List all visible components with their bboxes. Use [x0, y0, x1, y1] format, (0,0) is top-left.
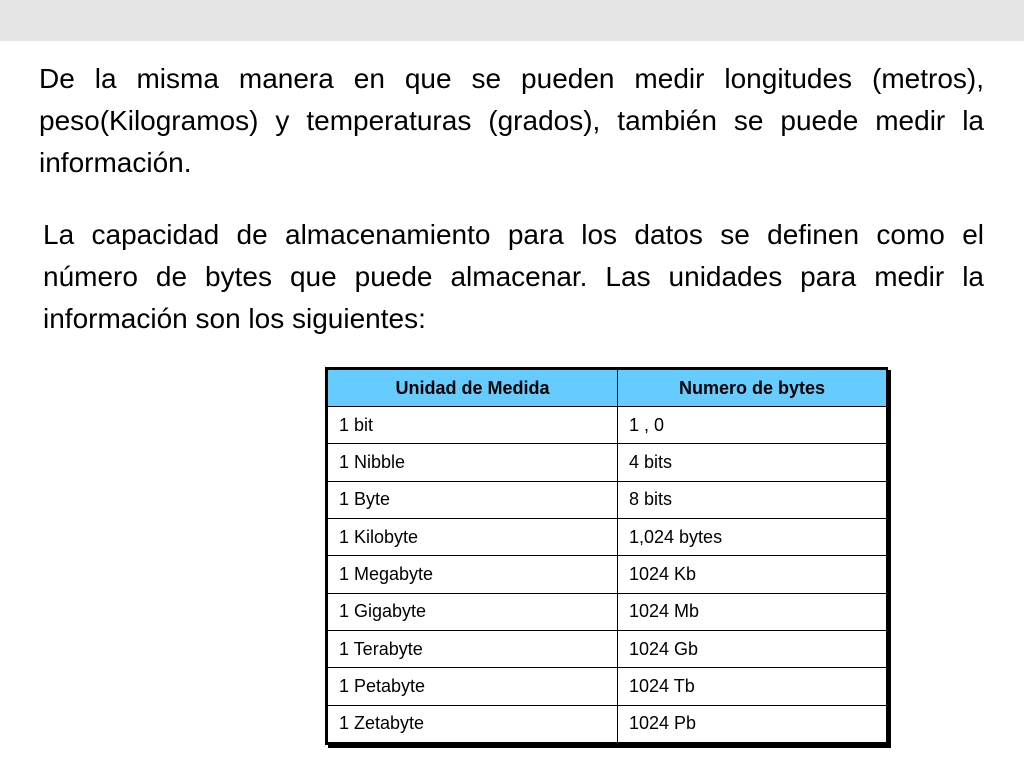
table-header-row: [328, 370, 887, 407]
table-row: [328, 518, 887, 555]
cell-bytes: 1024 Mb: [618, 593, 887, 630]
units-table-container: [325, 367, 888, 745]
cell-unit: 1 Zetabyte: [328, 705, 618, 742]
capacity-paragraph: La capacidad de almacenamiento para los datos se definen como el número de bytes que puede almacenar. Las unidades para medir la información son los siguientes:: [43, 219, 984, 334]
cell-unit: 1 Petabyte: [328, 668, 618, 705]
table-row: [328, 705, 887, 742]
table-row: [328, 556, 887, 593]
header-unit: Unidad de Medida: [328, 370, 618, 407]
cell-bytes: 4 bits: [618, 444, 887, 481]
cell-bytes: 1024 Tb: [618, 668, 887, 705]
cell-bytes: 1 , 0: [618, 407, 887, 444]
table-row: [328, 630, 887, 667]
table-row: [328, 407, 887, 444]
top-bar: [0, 0, 1024, 41]
cell-bytes: 8 bits: [618, 481, 887, 518]
cell-unit: 1 Gigabyte: [328, 593, 618, 630]
cell-bytes: 1,024 bytes: [618, 518, 887, 555]
cell-unit: 1 Kilobyte: [328, 518, 618, 555]
header-bytes: Numero de bytes: [618, 370, 887, 407]
table-row: [328, 593, 887, 630]
cell-bytes: 1024 Kb: [618, 556, 887, 593]
cell-unit: 1 Byte: [328, 481, 618, 518]
table-row: [328, 444, 887, 481]
units-table: [327, 369, 887, 743]
table-row: [328, 481, 887, 518]
table-row: [328, 668, 887, 705]
cell-unit: 1 Nibble: [328, 444, 618, 481]
cell-unit: 1 Terabyte: [328, 630, 618, 667]
cell-unit: 1 Megabyte: [328, 556, 618, 593]
cell-bytes: 1024 Gb: [618, 630, 887, 667]
cell-bytes: 1024 Pb: [618, 705, 887, 742]
cell-unit: 1 bit: [328, 407, 618, 444]
intro-paragraph: De la misma manera en que se pueden medir longitudes (metros), peso(Kilogramos) y temperaturas (grados), también se puede medir la información.: [39, 63, 984, 178]
